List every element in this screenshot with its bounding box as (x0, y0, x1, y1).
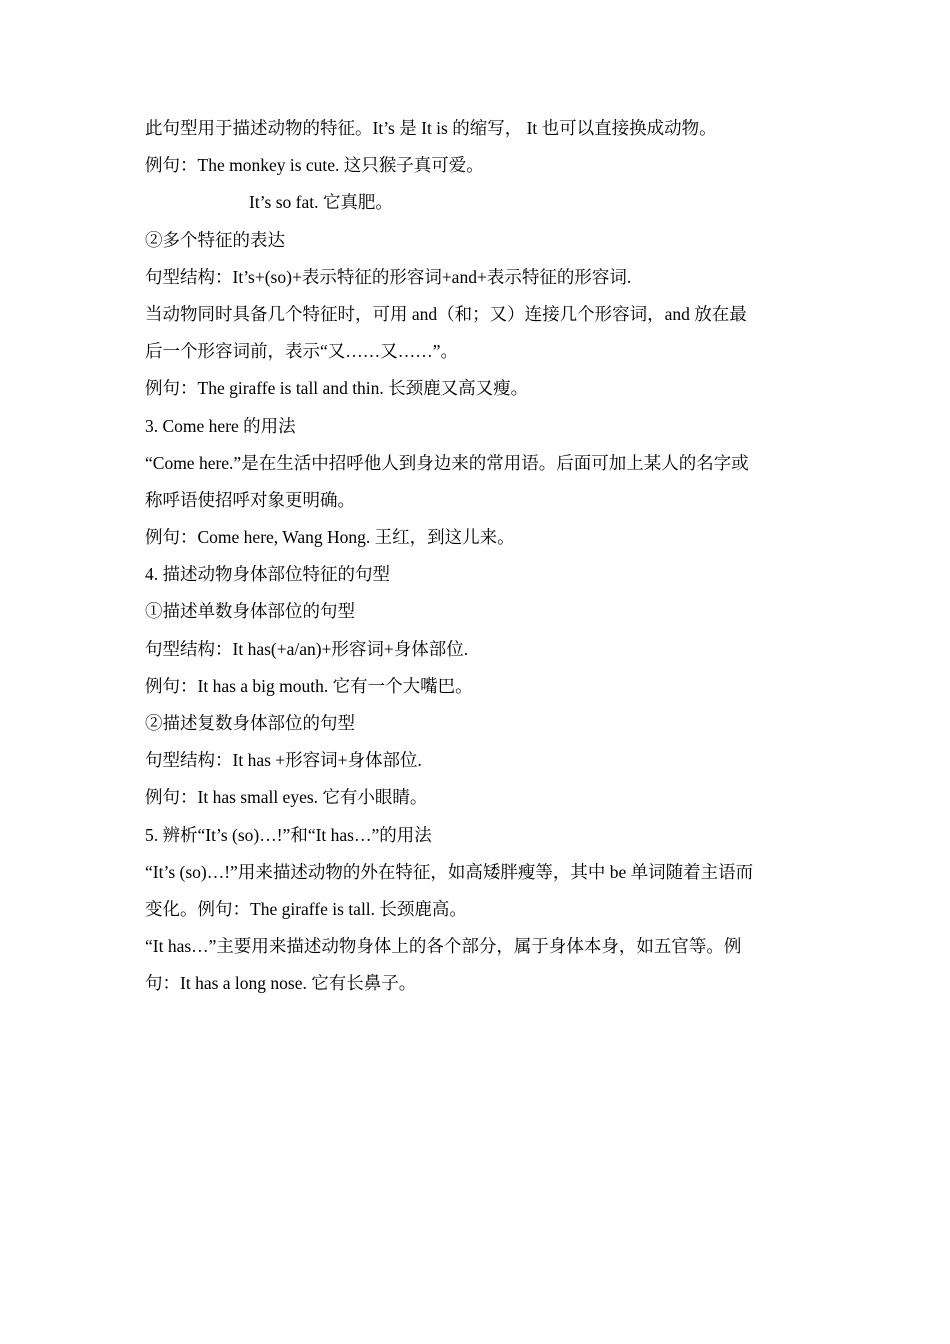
section-heading: 5. 辨析“It’s (so)…!”和“It has…”的用法 (145, 824, 432, 845)
example-sentence: It’s so fat. 它真肥。 (249, 192, 393, 213)
paragraph-text: “It has…”主要用来描述动物身体上的各个部分，属于身体本身，如五官等。例 (145, 936, 742, 957)
section-heading: 3. Come here 的用法 (145, 415, 296, 436)
document-body (145, 110, 810, 1003)
subheading: ①描述单数身体部位的句型 (145, 601, 355, 622)
subheading: ②描述复数身体部位的句型 (145, 713, 355, 733)
example-sentence: 例句：The monkey is cute. 这只猴子真可爱。 (145, 155, 484, 176)
example-sentence: 例句：It has a big mouth. 它有一个大嘴巴。 (145, 675, 473, 696)
paragraph-text: “It’s (so)…!”用来描述动物的外在特征，如高矮胖瘦等，其中 be 单词随着主语而 (145, 861, 754, 882)
example-sentence: 例句：It has small eyes. 它有小眼睛。 (145, 787, 428, 808)
example-sentence: 例句：The giraffe is tall and thin. 长颈鹿又高又瘦。 (145, 378, 529, 399)
paragraph-text: 当动物同时具备几个特征时，可用 and（和；又）连接几个形容词，and 放在最 (145, 303, 747, 324)
paragraph-text: 变化。例句：The giraffe is tall. 长颈鹿高。 (145, 898, 467, 919)
sentence-pattern: 句型结构：It has +形容词+身体部位. (145, 750, 422, 771)
paragraph-text: 句：It has a long nose. 它有长鼻子。 (145, 973, 417, 994)
paragraph-text: 后一个形容词前，表示“又……又……”。 (145, 341, 459, 362)
example-sentence: 例句：Come here, Wang Hong. 王红，到这儿来。 (145, 527, 515, 548)
sentence-pattern: 句型结构：It has(+a/an)+形容词+身体部位. (145, 638, 469, 659)
paragraph-text: 称呼语使招呼对象更明确。 (145, 489, 355, 510)
sentence-pattern: 句型结构：It’s+(so)+表示特征的形容词+and+表示特征的形容词. (145, 266, 632, 287)
section-heading: 4. 描述动物身体部位特征的句型 (145, 564, 390, 585)
subheading: ②多个特征的表达 (145, 229, 285, 250)
paragraph-intro: 此句型用于描述动物的特征。It’s 是 It is 的缩写， It 也可以直接换成动物。 (145, 118, 717, 138)
paragraph-text: “Come here.”是在生活中招呼他人到身边来的常用语。后面可加上某人的名字或 (145, 452, 749, 473)
